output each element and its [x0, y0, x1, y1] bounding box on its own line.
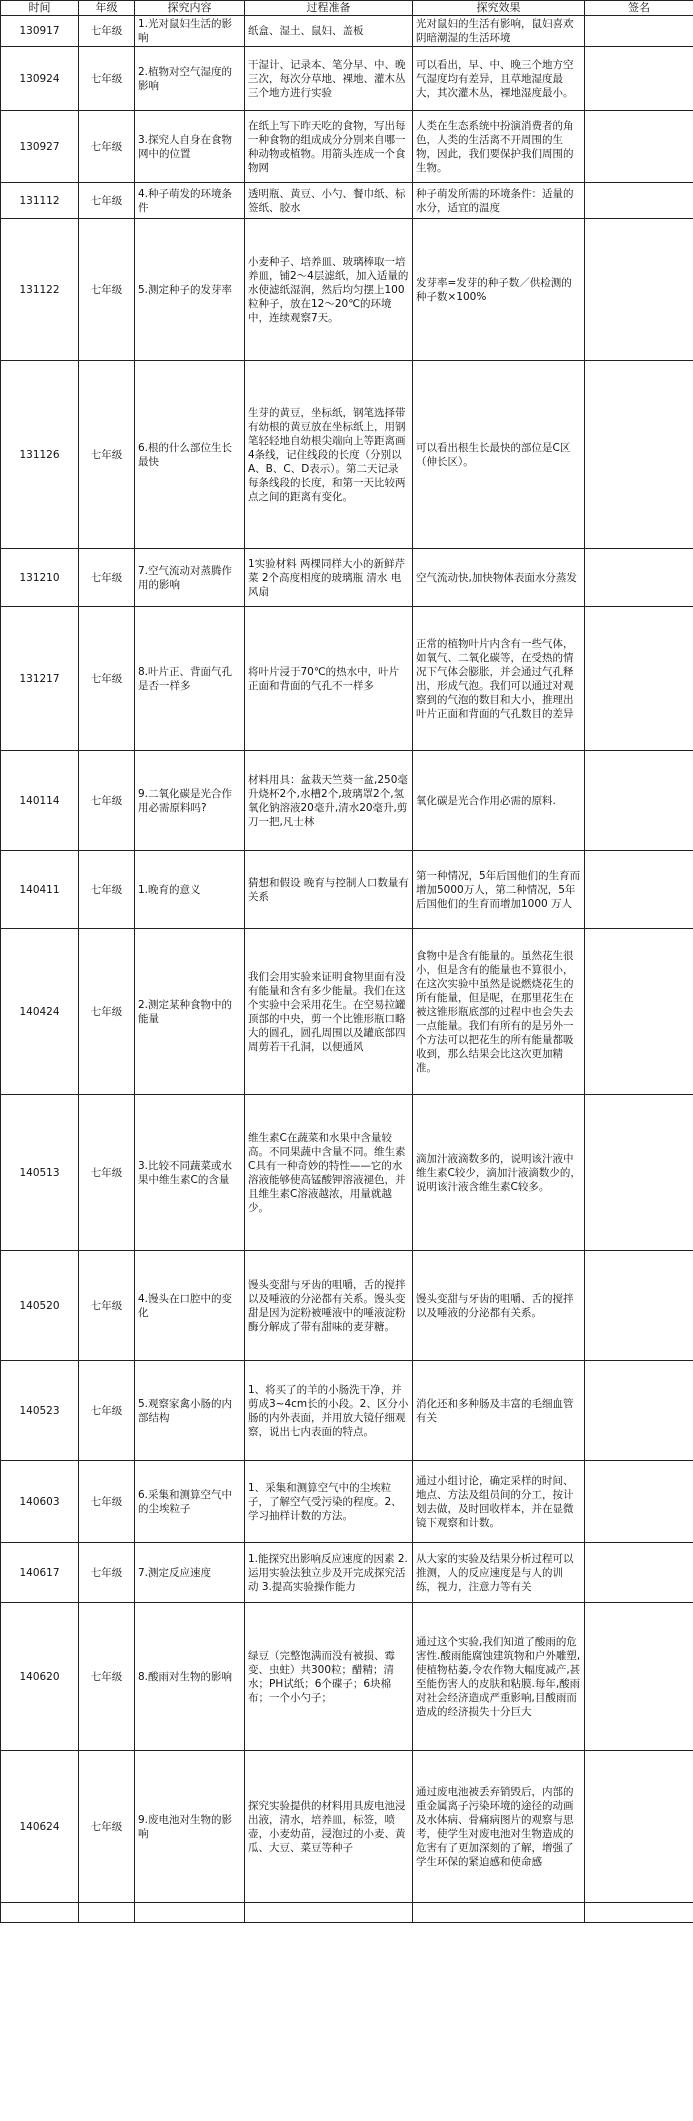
topic-cell: 4.种子萌发的环境条件 [135, 183, 245, 219]
table-row [1, 851, 693, 929]
date-cell: 140520 [1, 1251, 79, 1361]
grade-cell: 七年级 [79, 1095, 135, 1251]
topic-cell: 2.植物对空气湿度的影响 [135, 47, 245, 111]
effect-cell: 消化还和多种肠及丰富的毛细血管有关 [413, 1361, 585, 1461]
topic-cell: 5.测定种子的发芽率 [135, 219, 245, 361]
process-cell: 探究实验提供的材料用具废电池浸出液，清水，培养皿，标签，喷壶，小麦幼苗，浸泡过的小麦、黄瓜、大豆、菜豆等种子 [245, 1751, 413, 1903]
grade-cell: 七年级 [79, 929, 135, 1095]
process-cell: 绿豆（完整饱满而没有被损、霉变、虫蛀）共300粒；醋精；清水；PH试纸；6个碟子；6块棉布；一个小勺子； [245, 1603, 413, 1751]
topic-cell: 5.观察家禽小肠的内部结构 [135, 1361, 245, 1461]
process-cell: 猜想和假设 晚育与控制人口数量有关系 [245, 851, 413, 929]
effect-cell: 氧化碳是光合作用必需的原料. [413, 751, 585, 851]
effect-cell: 可以看出根生长最快的部位是C区（伸长区）。 [413, 361, 585, 549]
sign-cell [585, 549, 693, 607]
process-cell: 小麦种子、培养皿、玻璃棒取一培养皿，铺2～4层滤纸，加入适量的水使滤纸湿润，然后均匀摆上100粒种子，放在12～20℃的环境中，连续观察7天。 [245, 219, 413, 361]
process-cell: 我们会用实验来证明食物里面有没有能量和含有多少能量。我们在这个实验中会采用花生。在空易拉罐顶部的中央，剪一个比锥形瓶口略大的圆孔，圆孔周围以及罐底部四周剪若干孔洞，以便通风 [245, 929, 413, 1095]
topic-cell: 7.测定反应速度 [135, 1543, 245, 1603]
grade-cell: 七年级 [79, 1543, 135, 1603]
process-cell: 在纸上写下昨天吃的食物，写出每一种食物的组成成分分别来自哪一种动物或植物。用箭头连成一个食物网 [245, 111, 413, 183]
grade-cell: 七年级 [79, 751, 135, 851]
grade-cell: 七年级 [79, 16, 135, 47]
topic-cell: 2.测定某种食物中的能量 [135, 929, 245, 1095]
process-cell: 1.能探究出影响反应速度的因素 2.运用实验法独立步及开完成探究活动 3.提高实验操作能力 [245, 1543, 413, 1603]
sign-cell [585, 929, 693, 1095]
effect-cell: 可以看出，早、中、晚三个地方空气湿度均有差异，且草地湿度最大，其次灌木丛，裸地湿度最小。 [413, 47, 585, 111]
header-process: 过程准备 [245, 1, 413, 16]
effect-cell: 发芽率=发芽的种子数／供检测的种子数×100% [413, 219, 585, 361]
effect-cell: 种子萌发所需的环境条件：适量的水分，适宜的温度 [413, 183, 585, 219]
table-row [1, 1751, 693, 1903]
table-row [1, 1603, 693, 1751]
date-cell: 140620 [1, 1603, 79, 1751]
date-cell: 140114 [1, 751, 79, 851]
date-cell: 131126 [1, 361, 79, 549]
effect-cell: 通过小组讨论，确定采样的时间、地点、方法及组员间的分工，按计划去做，及时回收样本，并在显微镜下观察和计数。 [413, 1461, 585, 1543]
date-cell: 140513 [1, 1095, 79, 1251]
header-date: 时间 [1, 1, 79, 16]
date-cell: 130917 [1, 16, 79, 47]
process-cell [245, 1903, 413, 1923]
table-row [1, 183, 693, 219]
table-row [1, 1461, 693, 1543]
date-cell: 130924 [1, 47, 79, 111]
table-row [1, 1543, 693, 1603]
topic-cell: 8.叶片正、背面气孔是否一样多 [135, 607, 245, 751]
date-cell: 140624 [1, 1751, 79, 1903]
process-cell: 1、将买了的羊的小肠洗干净，并剪成3~4cm长的小段。2、区分小肠的内外表面，并用放大镜仔细观察，说出七内表面的特点。 [245, 1361, 413, 1461]
sign-cell [585, 16, 693, 47]
table-row [1, 751, 693, 851]
effect-cell: 食物中是含有能量的。虽然花生很小，但是含有的能量也不算很小，在这次实验中虽然是说燃烧花生的所有能量，但是呢，在那里花生在被这锥形瓶底部的过程中也会失去一点能量。我们有所有的是另外一个方法可以把花生的所有能量都吸收到，那么结果会比这次更加精准。 [413, 929, 585, 1095]
table-row [1, 47, 693, 111]
sign-cell [585, 1251, 693, 1361]
grade-cell: 七年级 [79, 111, 135, 183]
effect-cell: 滴加汁液滴数多的，说明该汁液中维生素C较少，滴加汁液滴数少的，说明该汁液含维生素C较多。 [413, 1095, 585, 1251]
header-effect: 探究效果 [413, 1, 585, 16]
sign-cell [585, 1461, 693, 1543]
topic-cell: 1.光对鼠妇生活的影响 [135, 16, 245, 47]
table-row [1, 16, 693, 47]
topic-cell: 9.二氧化碳是光合作用必需原料吗? [135, 751, 245, 851]
process-cell: 1、采集和测算空气中的尘埃粒子，了解空气受污染的程度。2、学习抽样计数的方法。 [245, 1461, 413, 1543]
effect-cell: 正常的植物叶片内含有一些气体，如氧气、二氧化碳等，在受热的情况下气体会膨胀，并会通过气孔释出，形成气泡。我们可以通过对观察到的气泡的数目和大小，推理出叶片正面和背面的气孔数目的差异 [413, 607, 585, 751]
sign-cell [585, 1603, 693, 1751]
effect-cell: 光对鼠妇的生活有影响，鼠妇喜欢阴暗潮湿的生活环境 [413, 16, 585, 47]
sign-cell [585, 183, 693, 219]
topic-cell: 6.根的什么部位生长最快 [135, 361, 245, 549]
process-cell: 材料用具：盆栽天竺葵一盆,250毫升烧杯2个,水槽2个,玻璃罩2个,氢氧化钠溶液20毫升,清水20毫升,剪刀一把,凡士林 [245, 751, 413, 851]
table-row [1, 929, 693, 1095]
sign-cell [585, 361, 693, 549]
grade-cell: 七年级 [79, 549, 135, 607]
topic-cell [135, 1903, 245, 1923]
effect-cell: 空气流动快,加快物体表面水分蒸发 [413, 549, 585, 607]
effect-cell: 通过这个实验,我们知道了酸雨的危害性.酸雨能腐蚀建筑物和户外雕塑,使植物枯萎,令农作物大幅度减产,甚至能伤害人的皮肤和粘膜.每年,酸雨对社会经济造成严重影响,目酸雨而造成的经济损失十分巨大 [413, 1603, 585, 1751]
sign-cell [585, 47, 693, 111]
grade-cell: 七年级 [79, 1461, 135, 1543]
process-cell: 透明瓶、黄豆、小勺、餐巾纸、标签纸、胶水 [245, 183, 413, 219]
topic-cell: 3.探究人自身在食物网中的位置 [135, 111, 245, 183]
process-cell: 馒头变甜与牙齿的咀嚼，舌的搅拌以及唾液的分泌都有关系。馒头变甜是因为淀粉被唾液中的唾液淀粉酶分解成了带有甜味的麦芽糖。 [245, 1251, 413, 1361]
table-row [1, 111, 693, 183]
sign-cell [585, 1903, 693, 1923]
sign-cell [585, 607, 693, 751]
date-cell: 131217 [1, 607, 79, 751]
table-row [1, 1903, 693, 1923]
grade-cell: 七年级 [79, 183, 135, 219]
sign-cell [585, 1361, 693, 1461]
grade-cell: 七年级 [79, 1361, 135, 1461]
date-cell: 131210 [1, 549, 79, 607]
date-cell: 140523 [1, 1361, 79, 1461]
date-cell: 140603 [1, 1461, 79, 1543]
table-row [1, 1361, 693, 1461]
header-grade: 年级 [79, 1, 135, 16]
process-cell: 干湿计、记录本、笔分早、中、晚三次，每次分草地、裸地、灌木丛三个地方进行实验 [245, 47, 413, 111]
date-cell [1, 1903, 79, 1923]
grade-cell: 七年级 [79, 47, 135, 111]
effect-cell: 人类在生态系统中扮演消费者的角色，人类的生活离不开周围的生物，因此，我们要保护我们周围的生物。 [413, 111, 585, 183]
sign-cell [585, 851, 693, 929]
sign-cell [585, 1095, 693, 1251]
grade-cell [79, 1903, 135, 1923]
date-cell: 131122 [1, 219, 79, 361]
process-cell: 维生素C在蔬菜和水果中含量较高。不同果蔬中含量不同。维生素C具有一种奇妙的特性——它的水溶液能够使高锰酸钾溶液褪色，并且维生素C溶液越浓，用量就越少。 [245, 1095, 413, 1251]
date-cell: 130927 [1, 111, 79, 183]
grade-cell: 七年级 [79, 851, 135, 929]
table-body [1, 16, 693, 1923]
topic-cell: 1.晚育的意义 [135, 851, 245, 929]
grade-cell: 七年级 [79, 1251, 135, 1361]
effect-cell: 通过废电池被丢弃销毁后，内部的重金属离子污染环境的途径的动画及水体病、骨痛病图片的观察与思考，使学生对废电池对生物造成的危害有了更加深刻的了解，增强了学生环保的紧迫感和使命感 [413, 1751, 585, 1903]
date-cell: 140424 [1, 929, 79, 1095]
topic-cell: 4.馒头在口腔中的变化 [135, 1251, 245, 1361]
effect-cell: 第一种情况，5年后国他们的生育而增加5000万人，第二种情况，5年后国他们的生育而增加1000 万人 [413, 851, 585, 929]
sign-cell [585, 1543, 693, 1603]
grade-cell: 七年级 [79, 1751, 135, 1903]
effect-cell: 馒头变甜与牙齿的咀嚼、舌的搅拌以及唾液的分泌都有关系。 [413, 1251, 585, 1361]
topic-cell: 7.空气流动对蒸腾作用的影响 [135, 549, 245, 607]
grade-cell: 七年级 [79, 607, 135, 751]
table-row [1, 549, 693, 607]
table-row [1, 219, 693, 361]
table-row [1, 1251, 693, 1361]
topic-cell: 3.比较不同蔬菜或水果中维生素C的含量 [135, 1095, 245, 1251]
topic-cell: 9.废电池对生物的影响 [135, 1751, 245, 1903]
header-row [1, 1, 693, 16]
grade-cell: 七年级 [79, 361, 135, 549]
table-row [1, 1095, 693, 1251]
sign-cell [585, 111, 693, 183]
table-row [1, 607, 693, 751]
date-cell: 131112 [1, 183, 79, 219]
header-topic: 探究内容 [135, 1, 245, 16]
date-cell: 140411 [1, 851, 79, 929]
grade-cell: 七年级 [79, 1603, 135, 1751]
effect-cell: 从大家的实验及结果分析过程可以推测，人的反应速度是与人的训练，视力，注意力等有关 [413, 1543, 585, 1603]
topic-cell: 8.酸雨对生物的影响 [135, 1603, 245, 1751]
process-cell: 1实验材料 两棵同样大小的新鲜芹菜 2个高度相度的玻璃瓶 清水 电风扇 [245, 549, 413, 607]
table-row [1, 361, 693, 549]
date-cell: 140617 [1, 1543, 79, 1603]
process-cell: 将叶片浸于70℃的热水中，叶片正面和背面的气孔不一样多 [245, 607, 413, 751]
sign-cell [585, 219, 693, 361]
topic-cell: 6.采集和测算空气中的尘埃粒子 [135, 1461, 245, 1543]
process-cell: 纸盒、湿土、鼠妇、盖板 [245, 16, 413, 47]
sign-cell [585, 751, 693, 851]
header-sign: 签名 [585, 1, 693, 16]
effect-cell [413, 1903, 585, 1923]
grade-cell: 七年级 [79, 219, 135, 361]
process-cell: 生芽的黄豆，坐标纸，钢笔选择带有幼根的黄豆放在坐标纸上，用钢笔轻轻地自幼根尖端向上等距离画4条线，记住线段的长度（分别以A、B、C、D表示）。第二天记录每条线段的长度，和第一天比较两点之间的距离有变化。 [245, 361, 413, 549]
sign-cell [585, 1751, 693, 1903]
